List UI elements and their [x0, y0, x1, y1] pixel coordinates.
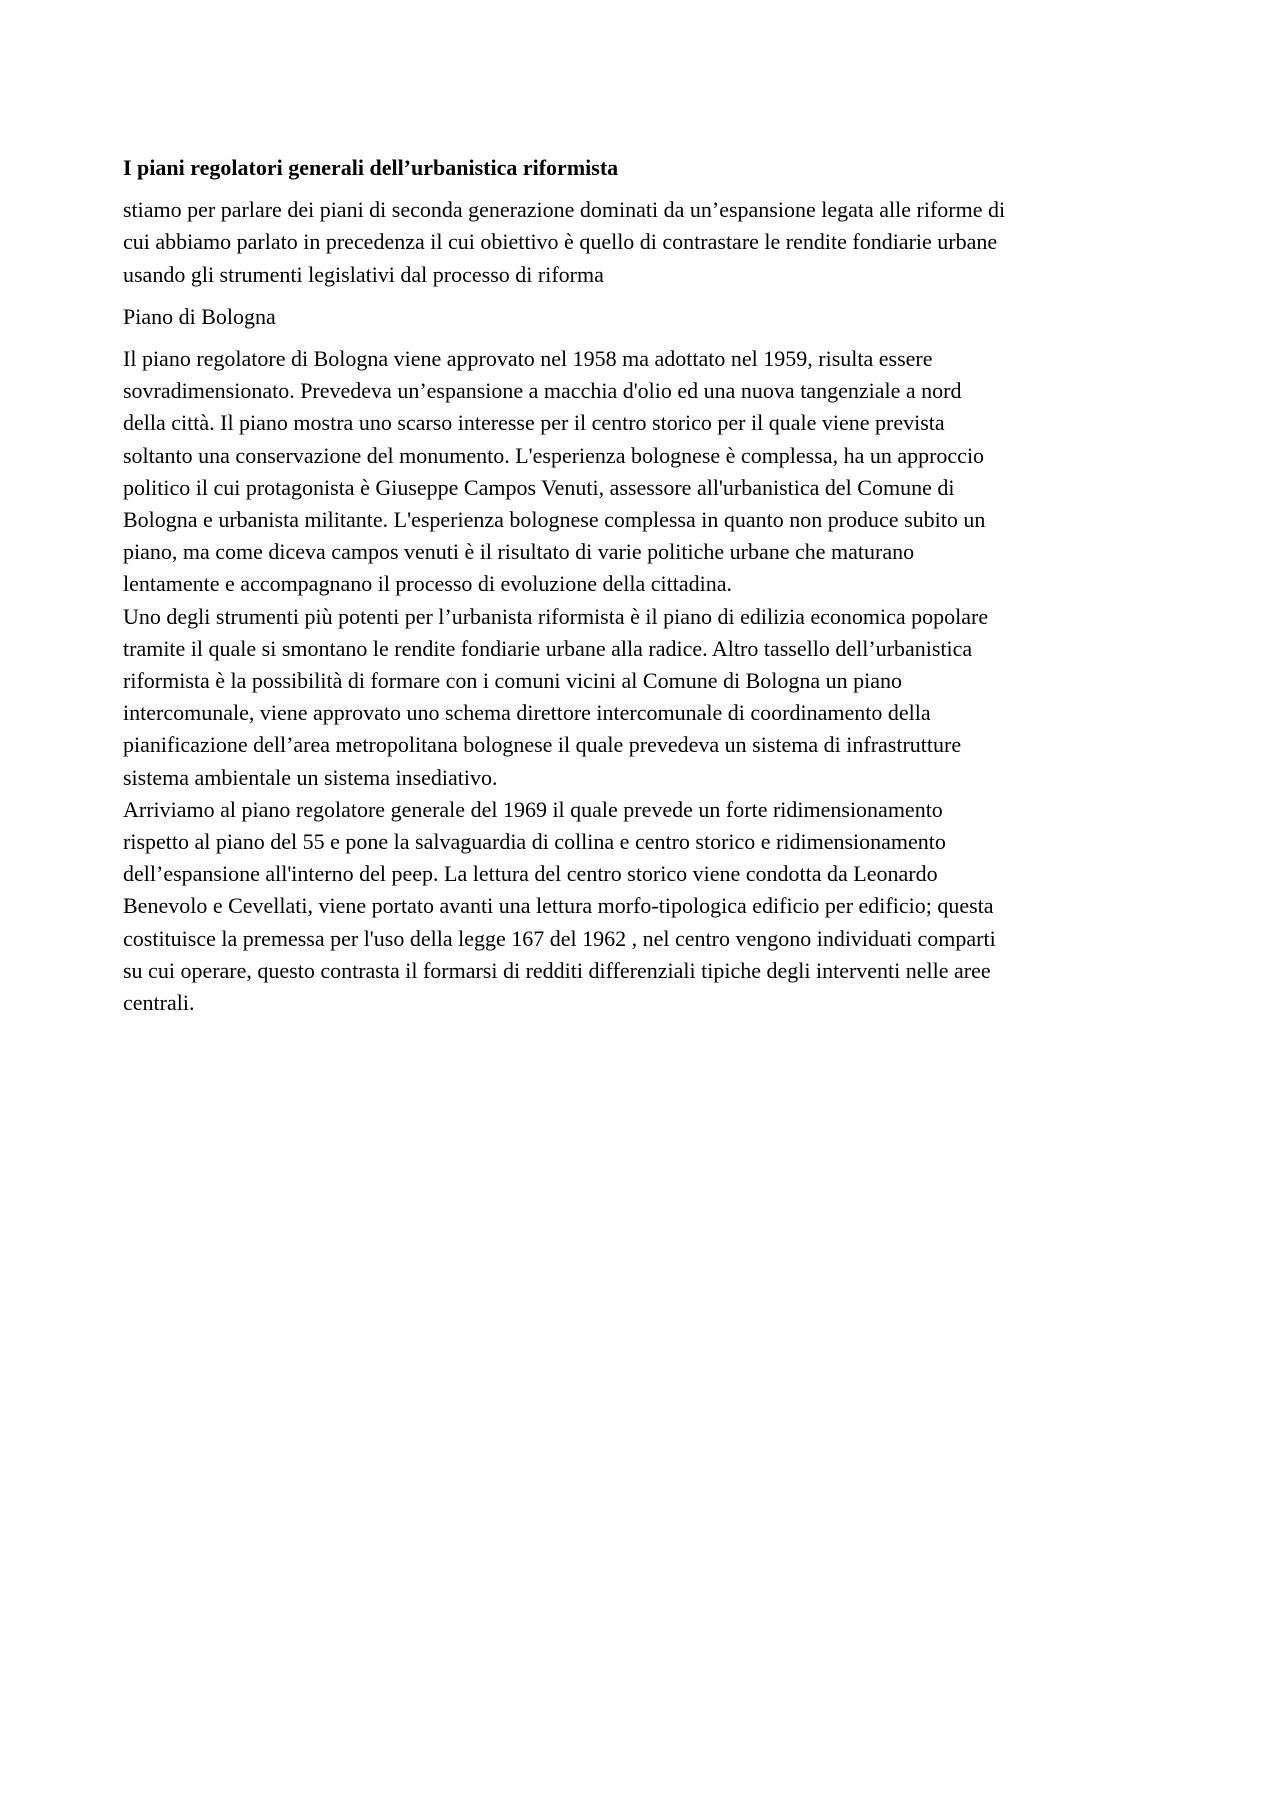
text-line: stiamo per parlare dei piani di seconda generazione dominati da un’espansione legata alle riforme di — [123, 197, 1006, 223]
paragraph-prg-1969 — [123, 794, 1173, 1019]
text-line: pianificazione dell’area metropolitana bolognese il quale prevedeva un sistema di infrastrutture — [123, 732, 962, 758]
paragraph-peep — [123, 601, 1173, 794]
intro-paragraph — [123, 194, 1173, 291]
text-line: sovradimensionato. Prevedeva un’espansione a macchia d'olio ed una nuova tangenziale a nord — [123, 378, 962, 404]
text-line: Arriviamo al piano regolatore generale del 1969 il quale prevede un forte ridimensionamento — [123, 796, 943, 822]
text-line: Il piano regolatore di Bologna viene approvato nel 1958 ma adottato nel 1959, risulta essere — [123, 346, 933, 372]
text-line: su cui operare, questo contrasta il formarsi di redditi differenziali tipiche degli interventi nelle aree — [123, 957, 991, 983]
text-line: sistema ambientale un sistema insediativo. — [123, 764, 498, 790]
text-line: piano, ma come diceva campos venuti è il risultato di varie politiche urbane che maturano — [123, 539, 915, 565]
text-line: Bologna e urbanista militante. L'esperienza bolognese complessa in quanto non produce subito un — [123, 507, 986, 533]
document-body — [123, 152, 1173, 1019]
text-line: tramite il quale si smontano le rendite fondiarie urbane alla radice. Altro tassello dell’urbanistica — [123, 635, 973, 661]
paragraph-bologna-1958 — [123, 343, 1173, 601]
text-line: usando gli strumenti legislativi dal processo di riforma — [123, 261, 604, 287]
section-heading: Piano di Bologna — [123, 303, 276, 329]
text-line: della città. Il piano mostra uno scarso interesse per il centro storico per il quale viene prevista — [123, 410, 945, 436]
text-line: dell’espansione all'interno del peep. La lettura del centro storico viene condotta da Leonardo — [123, 861, 938, 887]
text-line: Uno degli strumenti più potenti per l’urbanista riformista è il piano di edilizia economica popolare — [123, 603, 989, 629]
text-line: centrali. — [123, 990, 195, 1016]
text-line: politico il cui protagonista è Giuseppe Campos Venuti, assessore all'urbanistica del Comune di — [123, 474, 955, 500]
text-line: cui abbiamo parlato in precedenza il cui obiettivo è quello di contrastare le rendite fondiarie urbane — [123, 229, 998, 255]
text-line: lentamente e accompagnano il processo di evoluzione della cittadina. — [123, 571, 733, 597]
text-line: intercomunale, viene approvato uno schema direttore intercomunale di coordinamento della — [123, 700, 931, 726]
text-line: soltanto una conservazione del monumento. L'esperienza bolognese è complessa, ha un approccio — [123, 442, 985, 468]
text-line: Benevolo e Cevellati, viene portato avanti una lettura morfo-tipologica edificio per edificio; questa — [123, 893, 994, 919]
text-line: riformista è la possibilità di formare con i comuni vicini al Comune di Bologna un piano — [123, 668, 903, 694]
text-line: costituisce la premessa per l'uso della legge 167 del 1962 , nel centro vengono individuati comparti — [123, 925, 996, 951]
document-title: I piani regolatori generali dell’urbanistica riformista — [123, 155, 619, 180]
text-line: rispetto al piano del 55 e pone la salvaguardia di collina e centro storico e ridimensionamento — [123, 829, 946, 855]
